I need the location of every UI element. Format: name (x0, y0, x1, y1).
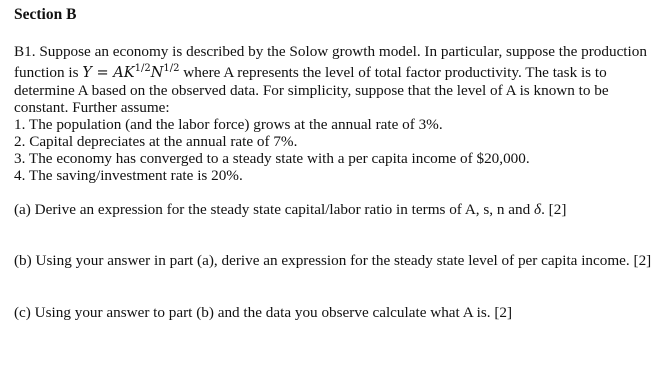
question-c: (c) Using your answer to part (b) and the data you observe calculate what A is. [2] (14, 304, 513, 321)
assumptions-list (14, 116, 664, 184)
delta-symbol: δ (534, 201, 542, 218)
question-a-text: (a) Derive an expression for the steady state capital/labor ratio in terms of A, s, n and (14, 201, 535, 218)
intro-lead: B1. Suppose an economy is described by the Solow growth model. In particular, suppose the production function is (14, 43, 647, 81)
assumption-item: 4. The saving/investment rate is 20%. (14, 167, 243, 184)
assumption-item: 2. Capital depreciates at the annual rate of 7%. (14, 133, 298, 150)
formula-n: N (150, 65, 164, 81)
production-function-formula (82, 65, 179, 81)
assumption-item: 1. The population (and the labor force) grows at the annual rate of 3%. (14, 116, 443, 133)
question-a-tail: . [2] (541, 201, 567, 218)
question-a (14, 201, 664, 218)
question-b: (b) Using your answer in part (a), derive an expression for the steady state level of per capita income. [2] (14, 252, 652, 269)
formula-y: Y = AK (82, 65, 135, 81)
intro-tail: where A represents the level of total factor productivity. The task is to determine A based on the observed data. For simplicity, suppose that the level of A is known to be constant. Further assume: (14, 64, 609, 116)
formula-exponent-k: 1/2 (134, 63, 151, 74)
assumption-item: 3. The economy has converged to a steady state with a per capita income of $20,000. (14, 150, 530, 167)
formula-exponent-n: 1/2 (163, 63, 180, 74)
document-page (14, 6, 664, 321)
problem-intro (14, 43, 664, 116)
section-title: Section B (14, 6, 77, 23)
